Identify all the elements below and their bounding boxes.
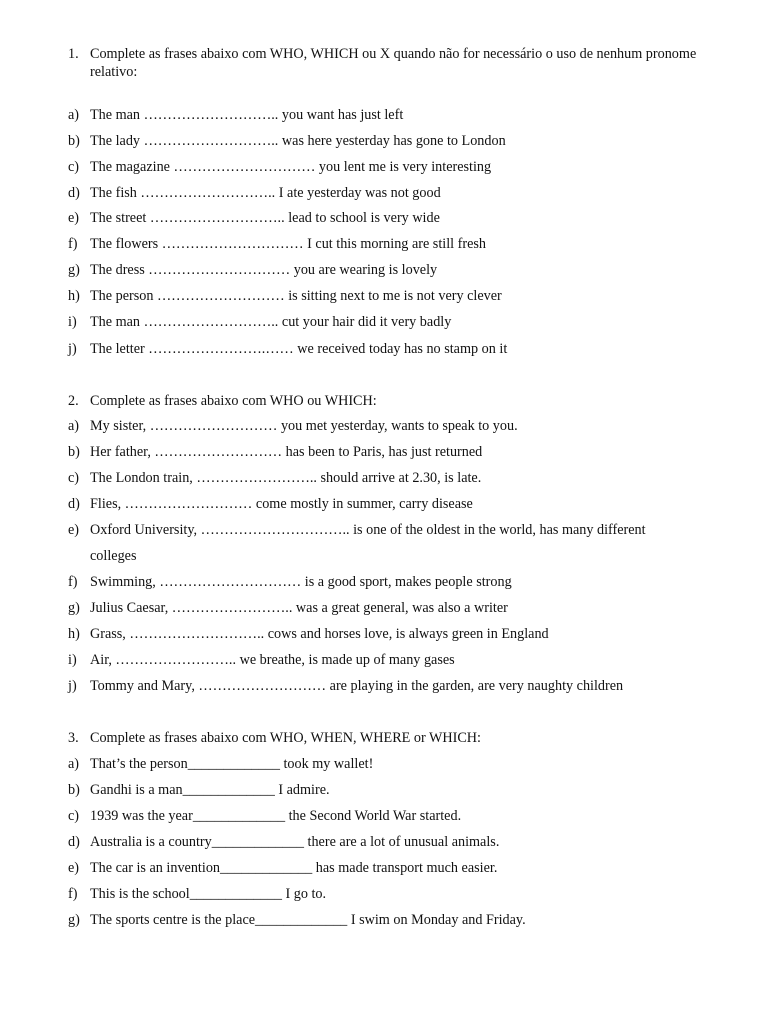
item-text: The magazine ………………………… you lent me is very interesting [90,159,492,175]
section2-number: 2. [68,393,79,409]
item-marker: h) [68,626,80,642]
item-marker: b) [68,444,80,460]
item-marker: g) [68,600,80,616]
item-marker: g) [68,912,80,928]
item-text: Australia is a country_____________ there are a lot of unusual animals. [90,834,500,850]
item-marker: i) [68,314,77,330]
item-text: The dress ………………………… you are wearing is lovely [90,262,438,278]
item-text: The person ……………………… is sitting next to me is not very clever [90,288,502,304]
item-marker: b) [68,782,80,798]
item-marker: f) [68,886,78,902]
item-text: The man ……………………….. you want has just left [90,107,404,123]
item-marker: b) [68,133,80,149]
section3-instruction: Complete as frases abaixo com WHO, WHEN, WHERE or WHICH: [90,730,481,746]
item-text: Flies, ……………………… come mostly in summer, carry disease [90,496,473,512]
item-text: Grass, ……………………….. cows and horses love, is always green in England [90,626,549,642]
item-marker: a) [68,418,80,434]
item-marker: c) [68,470,80,486]
item-text: My sister, ……………………… you met yesterday, wants to speak to you. [90,418,518,434]
item-marker: j) [68,678,77,694]
item-text: Julius Caesar, …………………….. was a great general, was also a writer [90,600,508,616]
item-marker: e) [68,210,80,226]
item-marker: e) [68,522,80,538]
item-text: Gandhi is a man_____________ I admire. [90,782,330,798]
section3-number: 3. [68,730,79,746]
item-text: That’s the person_____________ took my wallet! [90,756,374,772]
item-text: The fish ……………………….. I ate yesterday was not good [90,185,441,201]
item-text: Swimming, ………………………… is a good sport, makes people strong [90,574,512,590]
item-text: The lady ……………………….. was here yesterday has gone to London [90,133,506,149]
item-text: The flowers ………………………… I cut this morning are still fresh [90,236,487,252]
item-text: Air, …………………….. we breathe, is made up of many gases [90,652,455,668]
item-marker: d) [68,834,80,850]
section2-instruction: Complete as frases abaixo com WHO ou WHICH: [90,393,377,409]
item-marker: j) [68,341,77,357]
item-marker: f) [68,236,78,252]
item-text: Tommy and Mary, ……………………… are playing in the garden, are very naughty children [90,678,624,694]
item-text: Her father, ……………………… has been to Paris, has just returned [90,444,483,460]
section1-instruction: Complete as frases abaixo com WHO, WHICH ou X quando não for necessário o uso de nenhum pronome relativo: [90,46,697,80]
item-marker: c) [68,159,80,175]
item-marker: i) [68,652,77,668]
item-text: 1939 was the year_____________ the Second World War started. [90,808,462,824]
item-text: The London train, …………………….. should arrive at 2.30, is late. [90,470,482,486]
item-text: Oxford University, ………………………….. is one of the oldest in the world, has many different [90,522,646,538]
section1-number: 1. [68,46,79,62]
item-text-continuation: colleges [90,548,137,564]
item-text: The car is an invention_____________ has made transport much easier. [90,860,498,876]
item-marker: a) [68,107,80,123]
item-marker: e) [68,860,80,876]
item-marker: c) [68,808,80,824]
item-marker: a) [68,756,80,772]
item-text: The sports centre is the place_____________ I swim on Monday and Friday. [90,912,526,928]
item-text: The street ……………………….. lead to school is very wide [90,210,440,226]
item-marker: f) [68,574,78,590]
item-marker: g) [68,262,80,278]
item-marker: d) [68,185,80,201]
item-text: This is the school_____________ I go to. [90,886,327,902]
item-marker: d) [68,496,80,512]
item-text: The letter …………………….…… we received today has no stamp on it [90,341,508,357]
item-marker: h) [68,288,80,304]
item-text: The man ……………………….. cut your hair did it very badly [90,314,452,330]
